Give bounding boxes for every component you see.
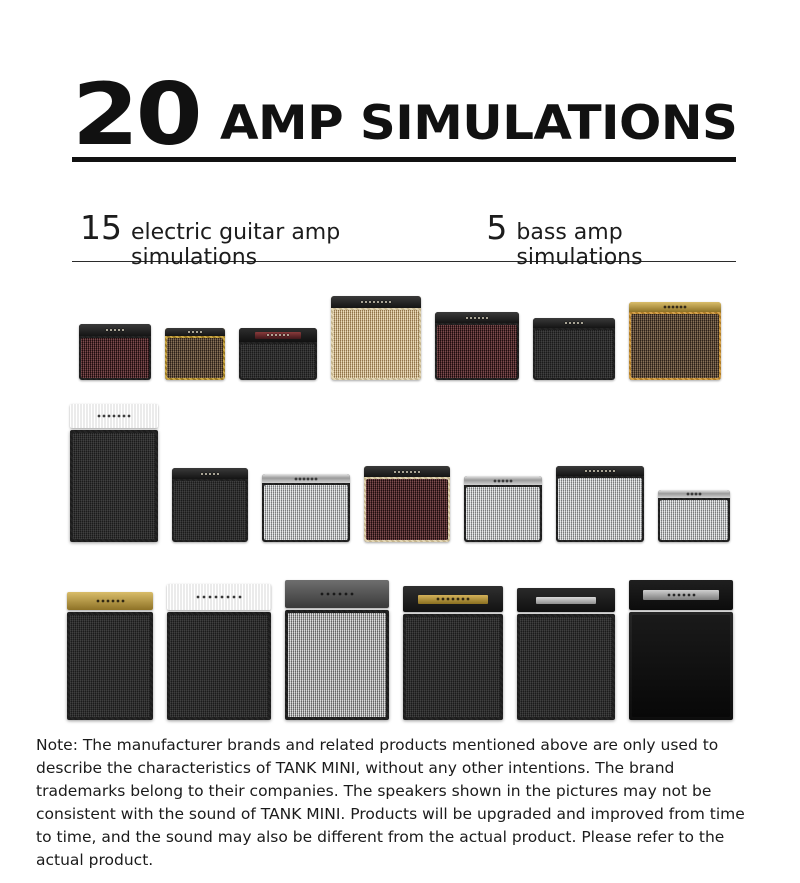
amp-head — [70, 404, 158, 428]
amp-item — [629, 580, 733, 720]
bass-amp-label: bass amp simulations — [516, 220, 643, 270]
amp-knobs — [664, 306, 686, 308]
amp-grille — [73, 433, 155, 539]
amp-row-2 — [0, 398, 800, 542]
amp-knobs — [295, 478, 317, 480]
amp-item — [403, 586, 503, 720]
disclaimer-text: Note: The manufacturer brands and related products mentioned above are only used to describe the characteristics of TANK MINI, without any other intentions. The brand trademarks belong to their companies. The speakers shown in the pictures may not be consistent with the sound of TANK MINI. Products will be upgraded and improved from time to time, and the sound may also be different from the actual product. Please refer to the actual product. — [36, 736, 745, 869]
amp-grille — [167, 338, 223, 378]
amp-cabinet — [167, 612, 271, 720]
amp-cabinet — [533, 318, 615, 380]
amp-knob-strip — [418, 595, 488, 604]
amp-knobs — [197, 596, 241, 598]
amp-item — [285, 580, 389, 720]
amp-grille — [241, 344, 315, 378]
amp-control-panel — [658, 490, 730, 498]
amp-control-panel — [262, 474, 350, 483]
amp-cabinet — [331, 296, 421, 380]
amp-grille — [520, 617, 612, 717]
amp-cabinet — [67, 612, 153, 720]
amp-grille — [406, 617, 500, 717]
amp-item — [262, 474, 350, 542]
guitar-amp-count: 15 — [80, 208, 122, 247]
amp-grille — [264, 485, 348, 540]
amp-grille — [632, 615, 730, 717]
amp-knobs — [361, 301, 391, 303]
amp-knobs — [466, 317, 488, 319]
amp-grille — [631, 314, 719, 378]
amp-cabinet — [70, 430, 158, 542]
amp-cabinet — [629, 302, 721, 380]
guitar-amp-label: electric guitar amp simulations — [131, 220, 341, 270]
amp-head — [167, 584, 271, 610]
amp-control-panel — [239, 328, 317, 342]
amp-item — [435, 312, 519, 380]
amp-item — [658, 490, 730, 542]
bass-amp-count-group — [486, 208, 736, 270]
amp-item — [331, 296, 421, 380]
amp-cabinet — [172, 468, 248, 542]
amp-cabinet — [364, 466, 450, 542]
amp-control-panel — [533, 318, 615, 328]
amp-cabinet — [262, 474, 350, 542]
amp-grille — [558, 478, 642, 540]
amp-cabinet — [556, 466, 644, 542]
amp-cabinet — [517, 614, 615, 720]
amp-control-panel — [331, 296, 421, 308]
amp-grille — [170, 615, 268, 717]
amp-knob-strip — [536, 597, 596, 604]
amp-grille — [70, 615, 150, 717]
disclaimer-note — [36, 734, 764, 872]
amp-control-panel — [556, 466, 644, 476]
amp-control-panel — [629, 302, 721, 312]
amp-grille — [437, 325, 517, 378]
amp-head — [403, 586, 503, 612]
amp-item — [70, 404, 158, 542]
amp-knobs — [394, 471, 420, 473]
amp-grille — [660, 500, 728, 540]
amp-knobs — [106, 329, 124, 331]
amp-item — [67, 592, 153, 720]
amp-grille — [466, 487, 540, 540]
amp-knobs — [98, 415, 130, 417]
amp-item — [629, 302, 721, 380]
amp-row-3 — [0, 570, 800, 720]
amp-grille — [535, 330, 613, 378]
amp-control-panel — [165, 328, 225, 336]
amp-cabinet — [165, 328, 225, 380]
amp-cabinet — [285, 610, 389, 720]
subheader — [72, 208, 736, 270]
bass-amp-count: 5 — [486, 208, 508, 247]
amp-knobs — [321, 593, 353, 595]
amp-knob-strip — [255, 332, 301, 339]
amp-item — [167, 584, 271, 720]
amp-item — [239, 328, 317, 380]
amp-knobs — [494, 480, 512, 482]
amp-grille — [174, 481, 246, 540]
amp-grille — [81, 338, 149, 378]
amp-item — [172, 468, 248, 542]
amp-item — [517, 588, 615, 720]
amp-knobs — [585, 470, 615, 472]
amp-knobs — [201, 473, 219, 475]
amp-knobs — [97, 600, 124, 602]
amp-knobs — [687, 493, 701, 495]
amp-knobs — [565, 322, 583, 324]
amp-count-number: 20 — [72, 65, 200, 166]
amp-grille — [333, 310, 419, 378]
amp-head — [629, 580, 733, 610]
amp-item — [364, 466, 450, 542]
amp-cabinet — [435, 312, 519, 380]
amp-control-panel — [172, 468, 248, 479]
amp-cabinet — [79, 324, 151, 380]
page-header — [72, 62, 738, 166]
amp-cabinet — [403, 614, 503, 720]
guitar-amp-count-group — [80, 208, 444, 270]
amp-control-panel — [464, 476, 542, 485]
amp-cabinet — [464, 476, 542, 542]
amp-item — [464, 476, 542, 542]
amp-item — [79, 324, 151, 380]
amp-item — [556, 466, 644, 542]
amp-row-1 — [0, 284, 800, 380]
amp-cabinet — [658, 490, 730, 542]
amp-grille — [366, 479, 448, 540]
page-title: AMP SIMULATIONS — [219, 96, 738, 152]
amp-cabinet — [629, 612, 733, 720]
amp-knob-strip — [643, 590, 719, 600]
amp-control-panel — [364, 466, 450, 477]
amp-item — [165, 328, 225, 380]
amp-head — [517, 588, 615, 612]
amp-head — [67, 592, 153, 610]
amp-grille — [288, 613, 386, 717]
amp-head — [285, 580, 389, 608]
amp-control-panel — [79, 324, 151, 336]
amp-knobs — [188, 331, 202, 333]
amp-control-panel — [435, 312, 519, 323]
amp-item — [533, 318, 615, 380]
amp-cabinet — [239, 328, 317, 380]
